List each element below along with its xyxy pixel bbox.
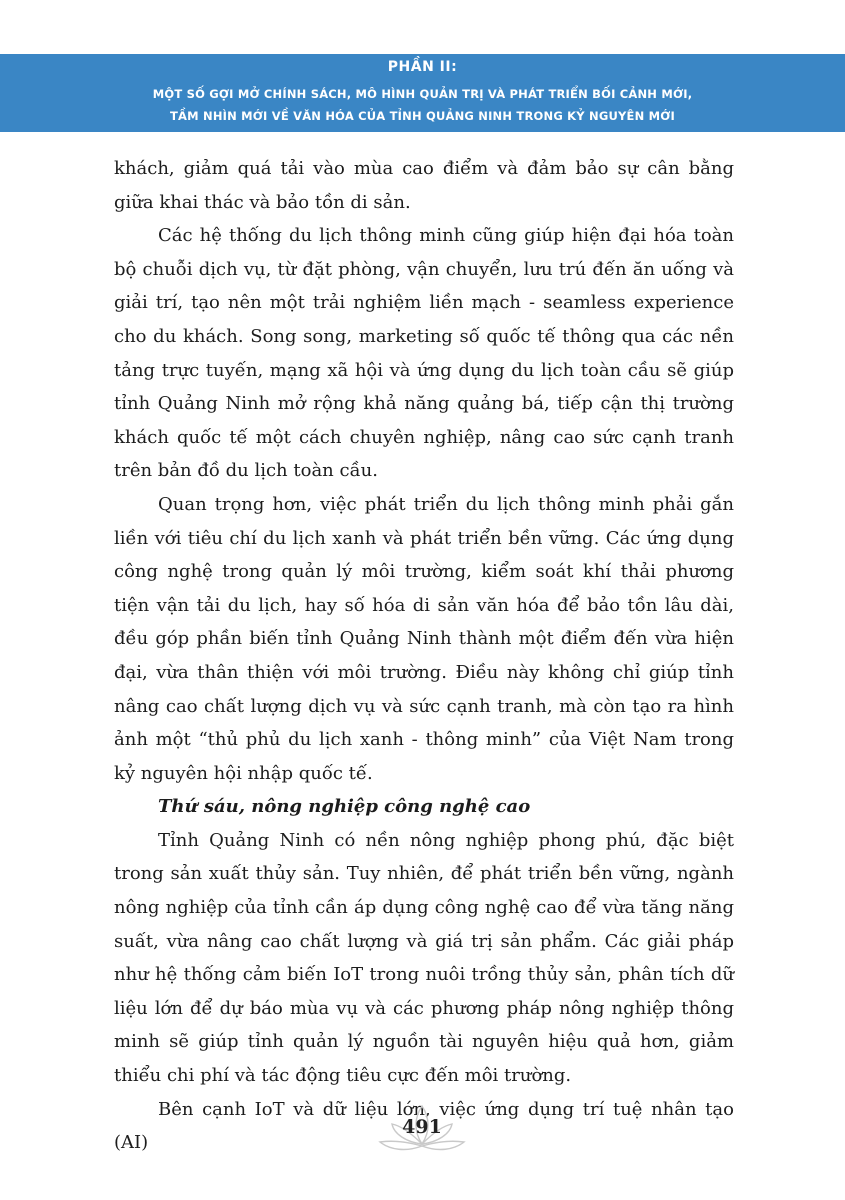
section-subheading: Thứ sáu, nông nghiệp công nghệ cao: [158, 796, 531, 818]
paragraph-high-tech-agriculture: Tỉnh Quảng Ninh có nền nông nghiệp phong phú, đặc biệt trong sản xuất thủy sản. Tuy nhiên, để phát triển bền vững, ngành nông nghiệp của tỉnh cần áp dụng công nghệ cao để vừa tăng năng suất, vừa nâng cao chất lượng và giá trị sản phẩm. Các giải pháp như hệ thống cảm biến IoT trong nuôi trồng thủy sản, phân tích dữ liệu lớn để dự báo mùa vụ và các phương pháp nông nghiệp thông minh sẽ giúp tỉnh quản lý nguồn tài nguyên hiệu quả hơn, giảm thiểu chi phí và tác động tiêu cực đến môi trường.: [114, 829, 734, 1087]
paragraph-green-tourism: Quan trọng hơn, việc phát triển du lịch thông minh phải gắn liền với tiêu chí du lịch xanh và phát triển bền vững. Các ứng dụng công nghệ trong quản lý môi trường, kiểm soát khí thải phương tiện vận tải du lịch, hay số hóa di sản văn hóa để bảo tồn lâu dài, đều góp phần biến tỉnh Quảng Ninh thành một điểm đến vừa hiện đại, vừa thân thiện với môi trường. Điều này không chỉ giúp tỉnh nâng cao chất lượng dịch vụ và sức cạnh tranh, mà còn tạo ra hình ảnh một “thủ phủ du lịch xanh - thông minh” của Việt Nam trong kỷ nguyên hội nhập quốc tế.: [114, 493, 734, 784]
page-body: [114, 152, 734, 1160]
chapter-title-line-1: MỘT SỐ GỢI MỞ CHÍNH SÁCH, MÔ HÌNH QUẢN TRỊ VÀ PHÁT TRIỂN BỐI CẢNH MỚI,: [152, 87, 693, 101]
page-number: 491: [402, 1116, 442, 1138]
paragraph-ai-application: Bên cạnh IoT và dữ liệu lớn, việc ứng dụng trí tuệ nhân tạo (AI): [114, 1098, 734, 1154]
chapter-title-line-2: TẦM NHÌN MỚI VỀ VĂN HÓA CỦA TỈNH QUẢNG NINH TRONG KỶ NGUYÊN MỚI: [170, 109, 675, 123]
paragraph-continuation: khách, giảm quá tải vào mùa cao điểm và đảm bảo sự cân bằng giữa khai thác và bảo tồn di sản.: [114, 158, 734, 213]
chapter-part-label: PHẦN II:: [387, 59, 458, 75]
paragraph-smart-tourism-services: Các hệ thống du lịch thông minh cũng giúp hiện đại hóa toàn bộ chuỗi dịch vụ, từ đặt phòng, vận chuyển, lưu trú đến ăn uống và giải trí, tạo nên một trải nghiệm liền mạch - seamless experience cho du khách. Song song, marketing số quốc tế thông qua các nền tảng trực tuyến, mạng xã hội và ứng dụng du lịch toàn cầu sẽ giúp tỉnh Quảng Ninh mở rộng khả năng quảng bá, tiếp cận thị trường khách quốc tế một cách chuyên nghiệp, nâng cao sức cạnh tranh trên bản đồ du lịch toàn cầu.: [114, 225, 734, 482]
chapter-header-band: [0, 54, 845, 132]
